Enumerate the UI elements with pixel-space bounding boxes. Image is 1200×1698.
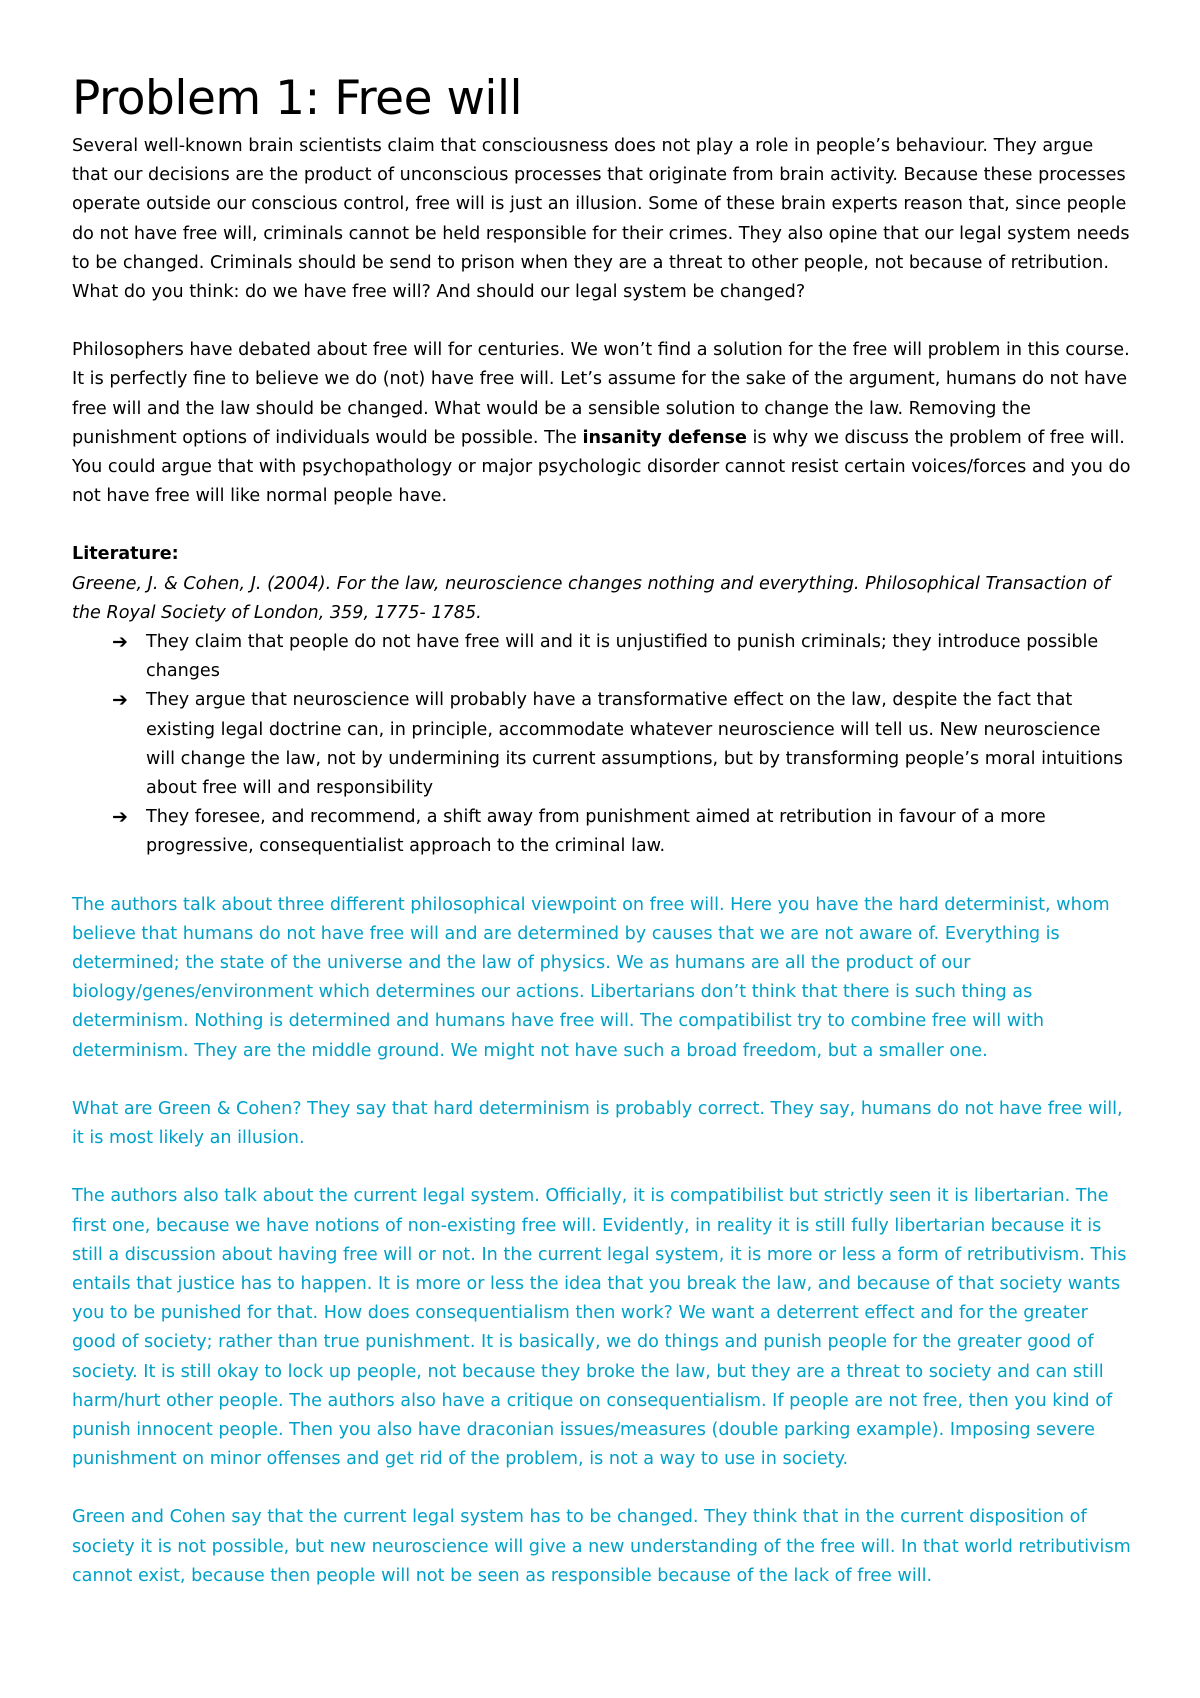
paragraph-gap [72,1066,1132,1095]
insanity-defense-term: insanity defense [582,427,747,448]
literature-bullet-list [72,628,1132,862]
paragraph-gap [72,862,1132,891]
paragraph-gap [72,1153,1132,1182]
bullet-text: They claim that people do not have free will and it is unjustified to punish criminals; they introduce possible changes [146,632,1099,682]
paragraph-gap [72,1474,1132,1503]
philosophers-paragraph [72,336,1132,511]
bullet-text: They argue that neuroscience will probably have a transformative effect on the law, despite the fact that existing legal doctrine can, in principle, accommodate whatever neuroscience will tell us. New neuroscience will change the law, not by undermining its current assumptions, but by transforming people’s moral intuitions about free will and responsibility [146,690,1123,799]
intro-paragraph: Several well-known brain scientists claim that consciousness does not play a role in people’s behaviour. They argue that our decisions are the product of unconscious processes that originate from brain activity. Because these processes operate outside our conscious control, free will is just an illusion. Some of these brain experts reason that, since people do not have free will, criminals cannot be held responsible for their crimes. They also opine that our legal system needs to be changed. Criminals should be send to prison when they are a threat to other people, not because of retribution. What do you think: do we have free will? And should our legal system be changed? [72,136,1130,303]
notes-paragraph-viewpoints: The authors talk about three different philosophical viewpoint on free will. Here you have the hard determinist, whom believe that humans do not have free will and are determined by causes that we are not aware of. Everything is determined; the state of the universe and the law of physics. We as humans are all the product of our biology/genes/environment which determines our actions. Libertarians don’t think that there is such thing as determinism. Nothing is determined and humans have free will. The compatibilist try to combine free will with determinism. They are the middle ground. We might not have such a broad freedom, but a smaller one. [72,894,1110,1061]
philosophers-text-after: is why we discuss the problem of free will. You could argue that with psychopathology or major psychologic disorder cannot resist certain voices/forces and you do not have free will like normal people have. [72,427,1131,507]
list-item [72,686,1132,803]
list-item [72,628,1132,686]
arrow-right-icon: ➔ [112,631,128,654]
notes-paragraph-legal-system: The authors also talk about the current legal system. Officially, it is compatibilist but strictly seen it is libertarian. The first one, because we have notions of non-existing free will. Evidently, in reality it is still fully libertarian because it is still a discussion about having free will or not. In the current legal system, it is more or less a form of retributivism. This entails that justice has to happen. It is more or less the idea that you break the law, and because of that society wants you to be punished for that. How does consequentialism then work? We want a deterrent effect and for the greater good of society; rather than true punishment. It is basically, we do things and punish people for the greater good of society. It is still okay to lock up people, not because they broke the law, but they are a threat to society and can still harm/hurt other people. The authors also have a critique on consequentialism. If people are not free, then you kind of punish innocent people. Then you also have draconian issues/measures (double parking example). Imposing severe punishment on minor offenses and get rid of the problem, is not a way to use in society. [72,1186,1127,1470]
philosophers-text-before: Philosophers have debated about free will for centuries. We won’t find a solution for the free will problem in this course. It is perfectly fine to believe we do (not) have free will. Let’s assume for the sake of the argument, humans do not have free will and the law should be changed. What would be a sensible solution to change the law. Removing the punishment options of individuals would be possible. The [72,340,1130,448]
literature-citation: Greene, J. & Cohen, J. (2004). For the law, neuroscience changes nothing and everything. Philosophical Transaction of the Royal Society of London, 359, 1775- 1785. [72,573,1110,623]
arrow-right-icon: ➔ [112,806,128,829]
notes-paragraph-green-cohen: What are Green & Cohen? They say that hard determinism is probably correct. They say, humans do not have free will, it is most likely an illusion. [72,1098,1123,1149]
literature-heading: Literature: [72,544,179,565]
paragraph-gap [72,307,1132,336]
notes-paragraph-conclusion: Green and Cohen say that the current legal system has to be changed. They think that in the current disposition of society it is not possible, but new neuroscience will give a new understanding of the free will. In that world retributivism cannot exist, because then people will not be seen as responsible because of the lack of free will. [72,1507,1131,1586]
paragraph-gap [72,511,1132,540]
list-item [72,803,1132,861]
document-page [72,70,1132,1591]
arrow-right-icon: ➔ [112,689,128,712]
bullet-text: They foresee, and recommend, a shift away from punishment aimed at retribution in favour of a more progressive, consequentialist approach to the criminal law. [146,807,1046,857]
page-title: Problem 1: Free will [72,71,523,126]
